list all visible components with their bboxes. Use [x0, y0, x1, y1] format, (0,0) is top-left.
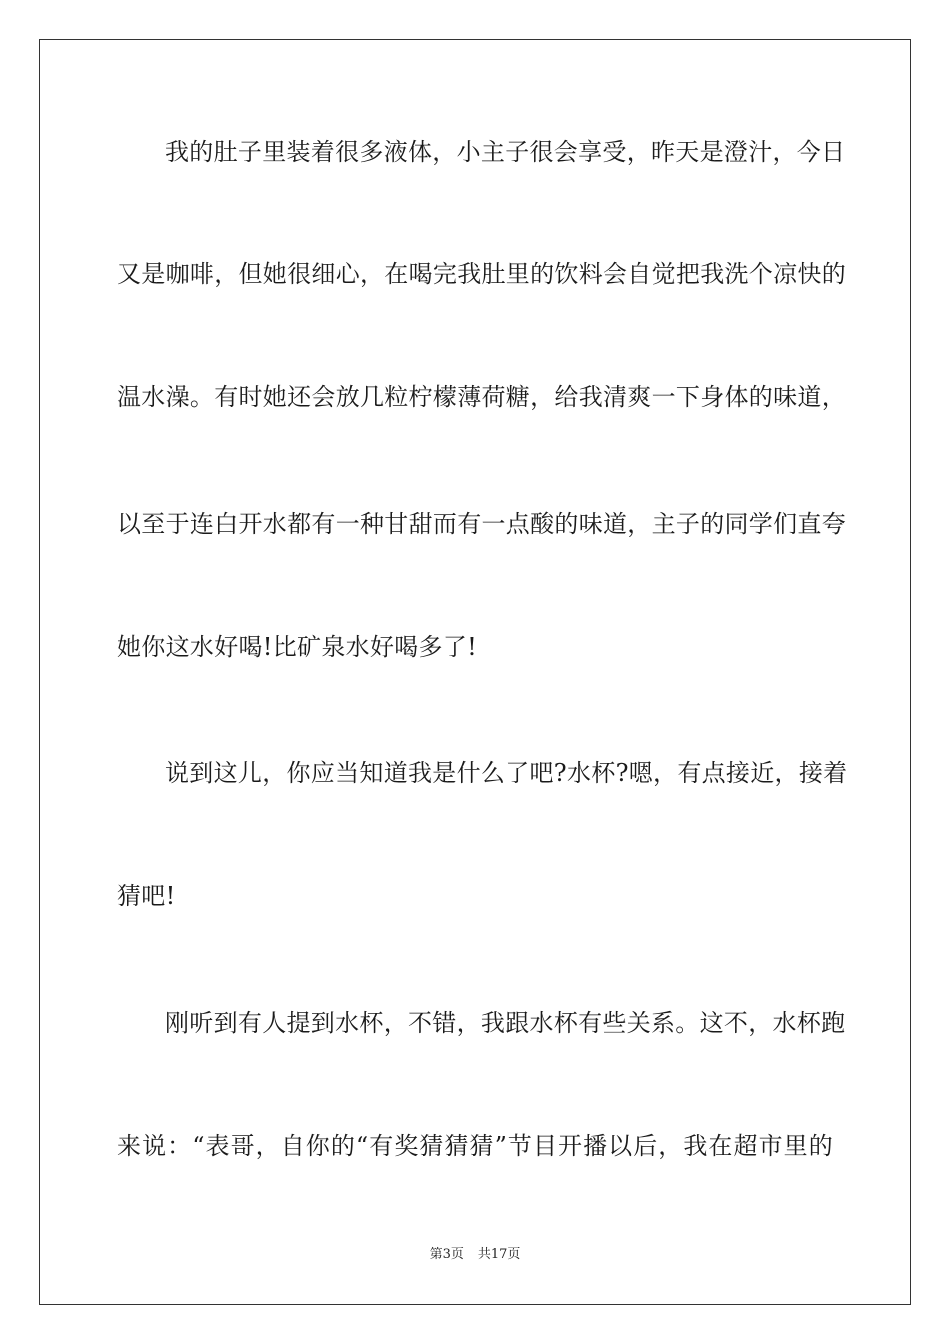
text-line-5: 她你这水好喝!比矿泉水好喝多了! — [117, 633, 478, 661]
page-footer — [0, 1247, 950, 1263]
text-line-7: 猜吧! — [117, 882, 176, 910]
text-line-2: 又是咖啡，但她很细心，在喝完我肚里的饮料会自觉把我洗个凉快的 — [117, 260, 846, 288]
text-line-6: 说到这儿，你应当知道我是什么了吧?水杯?嗯，有点接近，接着 — [165, 759, 848, 787]
page-total: 共17页 — [477, 1247, 521, 1262]
text-line-4: 以至于连白开水都有一种甘甜而有一点酸的味道，主子的同学们直夸 — [117, 510, 846, 538]
page-number: 第3页 — [429, 1247, 464, 1262]
text-line-1: 我的肚子里装着很多液体，小主子很会享受，昨天是澄汁，今日 — [165, 138, 846, 166]
page-border — [39, 39, 911, 1305]
text-line-9: 来说：“表哥，自你的“有奖猜猜猜”节目开播以后，我在超市里的 — [117, 1132, 833, 1160]
text-line-3: 温水澡。有时她还会放几粒柠檬薄荷糖，给我清爽一下身体的味道， — [117, 383, 846, 411]
text-line-8: 刚听到有人提到水杯，不错，我跟水杯有些关系。这不，水杯跑 — [165, 1009, 846, 1037]
